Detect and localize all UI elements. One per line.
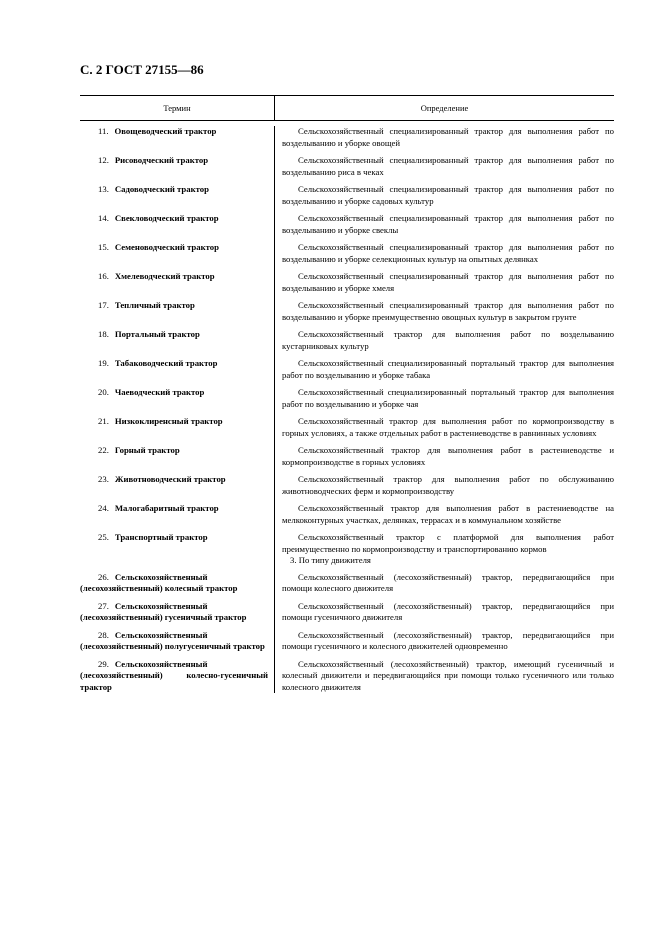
table-row [80,126,614,149]
definition-cell [274,387,614,410]
term-name: Малогабаритный трактор [114,503,219,513]
definition-cell [274,329,614,352]
page-header: С. 2 ГОСТ 27155—86 [80,62,204,77]
term-cell [80,659,274,694]
term-cell [80,630,274,653]
column-header-definition: Определение [420,103,469,113]
term-cell [80,503,274,526]
term-number: 15. [98,242,109,252]
table-row [80,532,614,555]
term-number: 18. [98,329,109,339]
term-number: 22. [98,445,109,455]
definition-cell [274,155,614,178]
definition-text: Сельскохозяйственный (лесохозяйственный) трактор, имеющий гусеничный и колесный движители и передвигающийся при помощи только гусеничного или только колесного движителя [282,658,614,692]
definition-cell [274,532,614,555]
term-number: 17. [98,300,109,310]
definition-text: Сельскохозяйственный специализированный трактор для выполнения работ по возделыванию и уборке свеклы [282,213,614,235]
definition-text: Сельскохозяйственный специализированный трактор для выполнения работ по возделыванию риса в чеках [282,155,614,177]
term-number: 21. [98,416,109,426]
definition-text: Сельскохозяйственный трактор для выполнения работ в растениеводстве на мелкоконтурных участках, делянках, террасах и в коммунальном хозяйстве [282,503,614,525]
definition-cell [274,300,614,323]
table-row [80,271,614,294]
term-name: Животноводческий трактор [114,474,226,484]
term-name: Транспортный трактор [114,532,208,542]
term-cell [80,329,274,352]
table-header [80,95,614,121]
definition-text: Сельскохозяйственный (лесохозяйственный) трактор, передвигающийся при помощи колесного движителя [282,571,614,593]
definition-cell [274,184,614,207]
term-cell [80,532,274,555]
definition-text: Сельскохозяйственный трактор с платформой для выполнения работ преимущественно по кормопроизводству и транспортированию кормов [282,532,614,554]
term-name: Портальный трактор [114,329,200,339]
table-body [80,126,614,693]
term-name: Сельскохозяйственный (лесохозяйственный) колесный трактор [80,571,238,593]
term-cell [80,242,274,265]
table-row [80,184,614,207]
definition-cell [274,630,614,653]
term-cell [80,358,274,381]
definition-text: Сельскохозяйственный (лесохозяйственный) трактор, передвигающийся при помощи гусеничного движителя [282,600,614,622]
definition-cell [274,126,614,149]
table-row [80,659,614,694]
table-row [80,474,614,497]
table-row [80,503,614,526]
term-number: 29. [98,658,109,669]
term-name: Свекловодческий трактор [114,213,219,223]
definition-cell [274,416,614,439]
definition-text: Сельскохозяйственный специализированный трактор для выполнения работ по возделыванию и уборке овощей [282,126,614,148]
table-row [80,300,614,323]
term-name: Сельскохозяйственный (лесохозяйственный) гусеничный трактор [80,600,247,622]
term-number: 19. [98,358,109,368]
definition-cell [274,358,614,381]
definition-text: Сельскохозяйственный трактор для выполнения работ по возделыванию кустарниковых культур [282,329,614,351]
term-cell [80,300,274,323]
table-row [80,242,614,265]
term-cell [80,387,274,410]
definition-text: Сельскохозяйственный специализированный портальный трактор для выполнения работ по возделыванию и уборке чая [282,387,614,409]
term-name: Чаеводческий трактор [114,387,205,397]
term-number: 28. [98,629,109,640]
definition-cell [274,572,614,595]
term-number: 26. [98,571,109,582]
term-cell [80,126,274,149]
term-number: 12. [98,155,109,165]
definition-cell [274,503,614,526]
term-cell [80,601,274,624]
section-heading: 3. По типу движителя [290,555,371,565]
term-name: Тепличный трактор [114,300,195,310]
term-cell [80,155,274,178]
definition-text: Сельскохозяйственный специализированный портальный трактор для выполнения работ по возделыванию и уборке табака [282,358,614,380]
term-name: Табаководческий трактор [114,358,218,368]
definition-text: Сельскохозяйственный трактор для выполнения работ по обслуживанию животноводческих ферм и кормопроизводству [282,474,614,496]
term-cell [80,271,274,294]
definition-cell [274,659,614,694]
term-name: Низкоклиренсный трактор [114,416,223,426]
term-name: Семеноводческий трактор [114,242,219,252]
term-number: 14. [98,213,109,223]
table-row [80,358,614,381]
terms-table [80,95,614,693]
definition-text: Сельскохозяйственный специализированный трактор для выполнения работ по возделыванию и уборке селекционных культур на опытных делянках [282,242,614,264]
table-row [80,630,614,653]
term-name: Овощеводческий трактор [114,126,217,136]
term-number: 16. [98,271,109,281]
term-name: Сельскохозяйственный (лесохозяйственный) колесно-гусеничный трактор [80,658,268,692]
table-row [80,572,614,595]
term-number: 24. [98,503,109,513]
definition-cell [274,271,614,294]
definition-cell [274,601,614,624]
term-cell [80,213,274,236]
term-cell [80,445,274,468]
definition-text: Сельскохозяйственный трактор для выполнения работ в растениеводстве и кормопроизводстве в горных условиях [282,445,614,467]
table-row [80,387,614,410]
definition-text: Сельскохозяйственный специализированный трактор для выполнения работ по возделыванию и уборке хмеля [282,271,614,293]
table-row [80,601,614,624]
term-cell [80,572,274,595]
term-number: 13. [98,184,109,194]
term-cell [80,474,274,497]
table-row [80,329,614,352]
term-number: 25. [98,532,109,542]
table-row [80,213,614,236]
term-number: 27. [98,600,109,611]
definition-text: Сельскохозяйственный трактор для выполнения работ по кормопроизводству в горных условиях, а также отдельных работ в растениеводстве в равнинных условиях [282,416,614,438]
definition-cell [274,242,614,265]
term-name: Горный трактор [114,445,180,455]
definition-cell [274,445,614,468]
term-number: 20. [98,387,109,397]
term-cell [80,416,274,439]
table-row [80,445,614,468]
definition-cell [274,213,614,236]
term-name: Хмелеводческий трактор [114,271,215,281]
column-header-term: Термин [80,96,275,120]
term-name: Садоводческий трактор [114,184,209,194]
table-row [80,416,614,439]
term-name: Сельскохозяйственный (лесохозяйственный) полугусеничный трактор [80,629,265,651]
definition-text: Сельскохозяйственный (лесохозяйственный) трактор, передвигающийся при помощи гусеничного и колесного движителей одновременно [282,629,614,651]
term-number: 23. [98,474,109,484]
table-row [80,155,614,178]
definition-text: Сельскохозяйственный специализированный трактор для выполнения работ по возделыванию и уборке садовых культур [282,184,614,206]
term-name: Рисоводческий трактор [114,155,209,165]
definition-cell [274,474,614,497]
definition-text: Сельскохозяйственный специализированный трактор для выполнения работ по возделыванию и уборке преимущественно овощных культур в закрытом грунте [282,300,614,322]
term-cell [80,184,274,207]
term-number: 11. [98,126,109,136]
